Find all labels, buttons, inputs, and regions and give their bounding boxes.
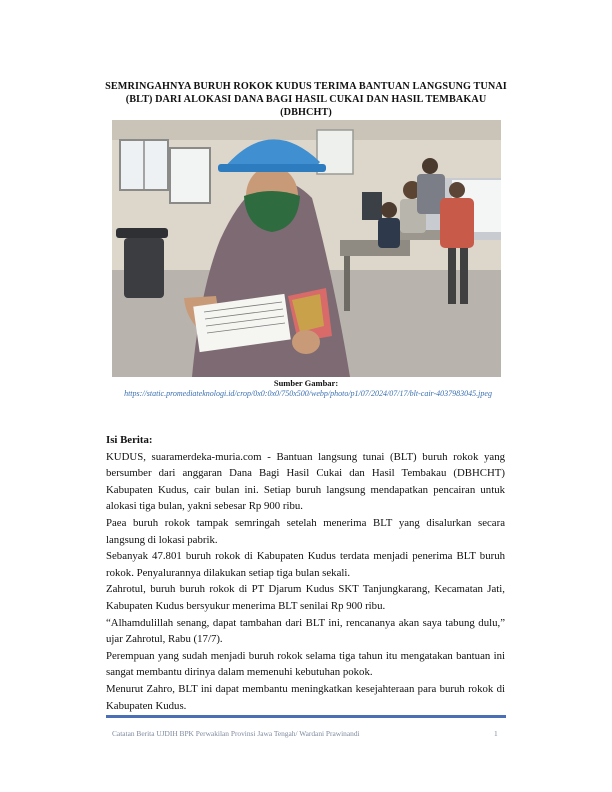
paragraph: Zahrotul, buruh buruh rokok di PT Djarum Kudus SKT Tanjungkarang, Kecamatan Jati, Kabupaten Kudus bersyukur menerima BLT senilai Rp 900 ribu. xyxy=(106,583,505,612)
article-body xyxy=(106,432,505,714)
paragraph: “Alhamdulillah senang, dapat tambahan dari BLT ini, rencananya akan saya tabung dulu,” ujar Zahrotul, Rabu (17/7). xyxy=(106,616,505,646)
footer-text: Catatan Berita UJDIH BPK Perwakilan Provinsi Jawa Tengah/ Wardani Prawinandi xyxy=(112,729,360,738)
image-source-label: Sumber Gambar: xyxy=(273,378,339,388)
image-source-link[interactable]: https://static.promediateknologi.id/crop/0x0:0x0/750x500/webp/photo/p1/07/2024/07/17/blt-cair-4037983045.jpeg xyxy=(124,389,492,398)
paragraph: KUDUS, suaramerdeka-muria.com - Bantuan langsung tunai (BLT) buruh rokok yang bersumber dari anggaran Dana Bagi Hasil Cukai dan Hasil Tembakau (DBHCHT) Kabupaten Kudus, cair bulan ini. Setiap buruh langsung mendapatkan pencairan untuk alokasi tiga bulan, yakni sebesar Rp 900 ribu. xyxy=(106,450,505,513)
section-heading: Isi Berita: xyxy=(106,434,153,446)
article-title: SEMRINGAHNYA BURUH ROKOK KUDUS TERIMA BANTUAN LANGSUNG TUNAI (BLT) DARI ALOKASI DANA BAGI HASIL CUKAI DAN HASIL TEMBAKAU (DBHCHT) xyxy=(105,81,507,119)
paragraph: Menurut Zahro, BLT ini dapat membantu meningkatkan kesejahteraan para buruh rokok di Kabupaten Kudus. xyxy=(106,682,505,712)
paragraph: Paea buruh rokok tampak semringah setelah menerima BLT yang disalurkan secara langsung di lokasi pabrik. xyxy=(106,516,505,546)
news-photo xyxy=(112,120,501,377)
footer-divider xyxy=(106,715,506,718)
paragraph: Sebanyak 47.801 buruh rokok di Kabupaten Kudus terdata menjadi penerima BLT buruh rokok. Penyalurannya dilakukan setiap tiga bulan sekali. xyxy=(106,550,505,579)
paragraph: Perempuan yang sudah menjadi buruh rokok selama tiga tahun itu mengatakan bantuan ini sangat membantu dirinya dalam memenuhi kebutuhan pokok. xyxy=(106,649,505,679)
page-number: 1 xyxy=(494,729,498,738)
